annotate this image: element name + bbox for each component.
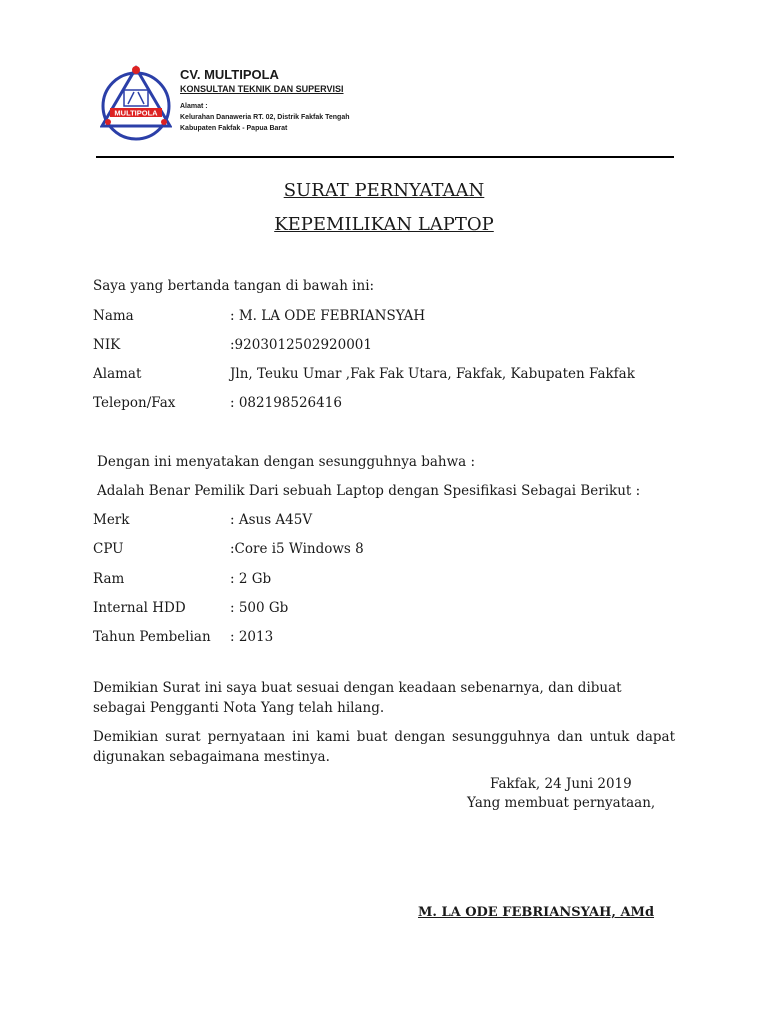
identity-value: : 082198526416: [230, 395, 342, 411]
spec-value: : Asus A45V: [230, 512, 313, 528]
spec-label: Tahun Pembelian: [93, 629, 211, 645]
document-subtitle: KEPEMILIKAN LAPTOP: [274, 214, 494, 235]
closing-paragraph: Demikian surat pernyataan ini kami buat dengan sesungguhnya dan untuk dapat digunakan sebagaimana mestinya.: [93, 729, 675, 765]
spec-value: :Core i5 Windows 8: [230, 541, 364, 557]
place-date: Fakfak, 24 Juni 2019: [490, 776, 632, 792]
company-subtitle: KONSULTAN TEKNIK DAN SUPERVISI: [180, 84, 344, 94]
spec-value: : 2 Gb: [230, 571, 272, 587]
company-name: CV. MULTIPOLA: [180, 67, 279, 82]
address-line-1: Kelurahan Danaweria RT. 02, Distrik Fakfak Tengah: [180, 114, 350, 121]
spec-label: Merk: [93, 512, 130, 528]
identity-label: NIK: [93, 337, 121, 353]
address-label: Alamat :: [180, 103, 208, 110]
spec-label: CPU: [93, 541, 124, 557]
identity-value: :9203012502920001: [230, 337, 372, 353]
spec-value: : 2013: [230, 629, 274, 645]
identity-label: Alamat: [93, 366, 142, 382]
spec-label: Ram: [93, 571, 125, 587]
signer-name: M. LA ODE FEBRIANSYAH, AMd: [418, 905, 655, 920]
identity-value: : M. LA ODE FEBRIANSYAH: [230, 308, 426, 324]
identity-value: Jln, Teuku Umar ,Fak Fak Utara, Fakfak, Kabupaten Fakfak: [230, 366, 635, 382]
address-line-2: Kabupaten Fakfak - Papua Barat: [180, 125, 288, 132]
identity-label: Nama: [93, 308, 134, 324]
company-logo: [100, 64, 172, 146]
closing-paragraph: Demikian Surat ini saya buat sesuai dengan keadaan sebenarnya, dan dibuat sebagai Pengganti Nota Yang telah hilang.: [93, 680, 622, 716]
statement-text: Adalah Benar Pemilik Dari sebuah Laptop dengan Spesifikasi Sebagai Berikut :: [97, 483, 641, 499]
intro-text: Saya yang bertanda tangan di bawah ini:: [93, 278, 375, 294]
spec-label: Internal HDD: [93, 600, 186, 616]
statement-text: Dengan ini menyatakan dengan sesungguhnya bahwa :: [97, 454, 476, 470]
identity-label: Telepon/Fax: [93, 395, 176, 411]
signer-caption: Yang membuat pernyataan,: [467, 795, 656, 811]
spec-value: : 500 Gb: [230, 600, 289, 616]
letterhead-divider: [96, 156, 674, 158]
document-title: SURAT PERNYATAAN: [283, 180, 485, 201]
logo-text: MULTIPOLA: [114, 108, 158, 118]
